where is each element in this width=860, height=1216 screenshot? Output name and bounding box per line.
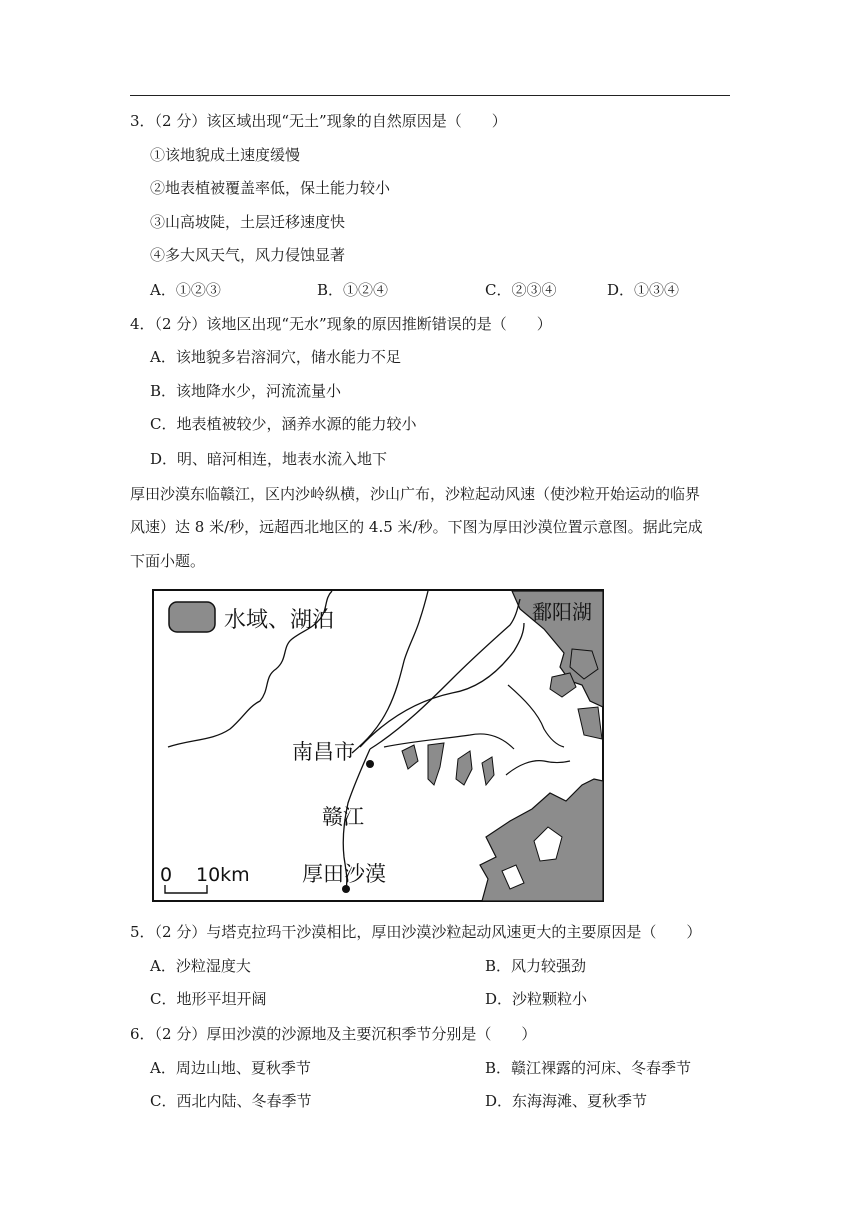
passage-line-2: 风速）达 8 米/秒，远超西北地区的 4.5 米/秒。下图为厚田沙漠位置示意图。据此完成 (130, 518, 703, 536)
q4-choice-c[interactable]: C．地表植被较少，涵养水源的能力较小 (150, 415, 417, 433)
lake-label: 鄱阳湖 (532, 600, 592, 624)
passage-line-1: 厚田沙漠东临赣江，区内沙岭纵横，沙山广布，沙粒起动风速（使沙粒开始运动的临界 (130, 485, 701, 503)
q5-stem: 5．（2 分）与塔克拉玛干沙漠相比，厚田沙漠沙粒起动风速更大的主要原因是（ ） (130, 923, 702, 941)
q4-choice-d[interactable]: D．明、暗河相连，地表水流入地下 (150, 450, 388, 468)
legend-swatch (169, 602, 215, 632)
q5-choice-b[interactable]: B．风力较强劲 (485, 957, 587, 975)
legend-label: 水域、湖泊 (224, 608, 335, 633)
q3-stem: 3．（2 分）该区域出现“无土”现象的自然原因是（ ） (130, 112, 507, 130)
q5-choice-c[interactable]: C．地形平坦开阔 (150, 990, 267, 1008)
q3-choice-b[interactable]: B．①②④ (317, 281, 389, 299)
header-rule (130, 95, 730, 96)
q6-choice-a[interactable]: A．周边山地、夏秋季节 (150, 1059, 311, 1077)
desert-label: 厚田沙漠 (302, 862, 386, 886)
q6-choice-c[interactable]: C．西北内陆、冬春季节 (150, 1092, 312, 1110)
q3-choice-a[interactable]: A．①②③ (150, 281, 221, 299)
houtian-point (342, 885, 350, 893)
q6-choice-b[interactable]: B．赣江裸露的河床、冬春季节 (485, 1059, 692, 1077)
q3-item-4: ④多大风天气，风力侵蚀显著 (150, 246, 346, 264)
q6-stem: 6．（2 分）厚田沙漠的沙源地及主要沉积季节分别是（ ） (130, 1025, 537, 1043)
q4-choice-b[interactable]: B．该地降水少，河流流量小 (150, 382, 342, 400)
q3-choice-d[interactable]: D．①③④ (607, 281, 680, 299)
scale-label: 10km (196, 864, 250, 886)
city-label: 南昌市 (292, 740, 355, 764)
q3-item-3: ③山高坡陡，土层迁移速度快 (150, 213, 346, 231)
q4-choice-a[interactable]: A．该地貌多岩溶洞穴，储水能力不足 (150, 348, 401, 366)
q5-choice-d[interactable]: D．沙粒颗粒小 (485, 990, 588, 1008)
q5-choice-a[interactable]: A．沙粒湿度大 (150, 957, 251, 975)
q3-choice-c[interactable]: C．②③④ (485, 281, 557, 299)
q3-item-2: ②地表植被覆盖率低，保土能力较小 (150, 179, 391, 197)
q6-choice-d[interactable]: D．东海海滩、夏秋季节 (485, 1092, 648, 1110)
passage-line-3: 下面小题。 (130, 552, 206, 570)
q3-item-1: ①该地貌成土速度缓慢 (150, 146, 301, 164)
scale-zero: 0 (160, 864, 173, 886)
location-map (152, 589, 604, 902)
river-label: 赣江 (322, 805, 364, 829)
q4-stem: 4．（2 分）该地区出现“无水”现象的原因推断错误的是（ ） (130, 315, 552, 333)
nanchang-point (366, 760, 374, 768)
